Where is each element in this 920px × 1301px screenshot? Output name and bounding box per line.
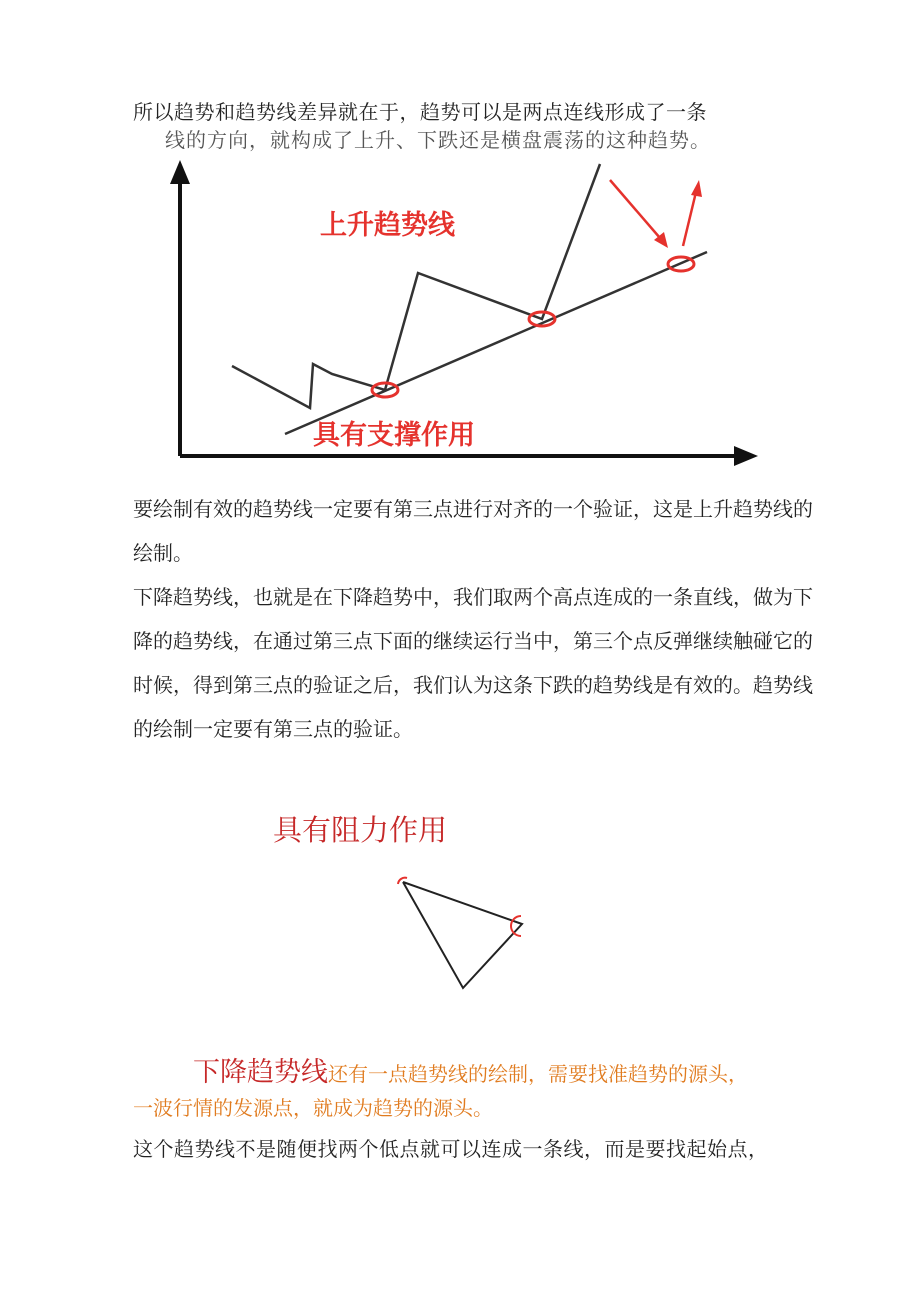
resistance-figure	[395, 876, 525, 994]
label-support: 具有支撑作用	[313, 420, 475, 451]
section2-orange-2: 一波行情的发源点，就成为趋势的源头。	[133, 1096, 493, 1120]
paragraph-2: 下降趋势线，也就是在下降趋势中，我们取两个高点连成的一条直线，做为下降的趋势线，在通过第三点下面的继续运行当中，第三个点反弹继续触碰它的时候，得到第三点的验证之后，我们认为这条下跌的趋势线是有效的。趋势线的绘制一定要有第三点的验证。	[133, 585, 813, 741]
uptrend-figure	[160, 150, 770, 475]
price-path	[232, 164, 600, 408]
resistance-title: 具有阻力作用	[273, 813, 448, 847]
label-uptrend: 上升趋势线	[320, 210, 455, 241]
paragraph-1: 要绘制有效的趋势线一定要有第三点进行对齐的一个验证，这是上升趋势线的绘制。	[133, 497, 813, 565]
up-arrow-icon	[691, 180, 702, 197]
section2-heading: 下降趋势线	[193, 1057, 328, 1088]
section2-line-1	[193, 1050, 748, 1089]
x-axis-arrow-icon	[734, 446, 758, 466]
down-arrow-line	[610, 180, 660, 238]
section2-last-line: 这个趋势线不是随便找两个低点就可以连成一条线，而是要找起始点，	[133, 1137, 769, 1161]
section2-orange-1: 还有一点趋势线的绘制，需要找准趋势的源头，	[328, 1062, 748, 1086]
intro-line-2: 线的方向，就构成了上升、下跌还是横盘震荡的这种趋势。	[165, 128, 711, 152]
up-arrow-line	[683, 192, 696, 246]
y-axis-arrow-icon	[170, 160, 190, 184]
intro-line-1: 所以趋势和趋势线差异就在于，趋势可以是两点连线形成了一条	[133, 100, 707, 124]
resistance-lines	[403, 882, 522, 988]
trend-line	[285, 252, 707, 434]
